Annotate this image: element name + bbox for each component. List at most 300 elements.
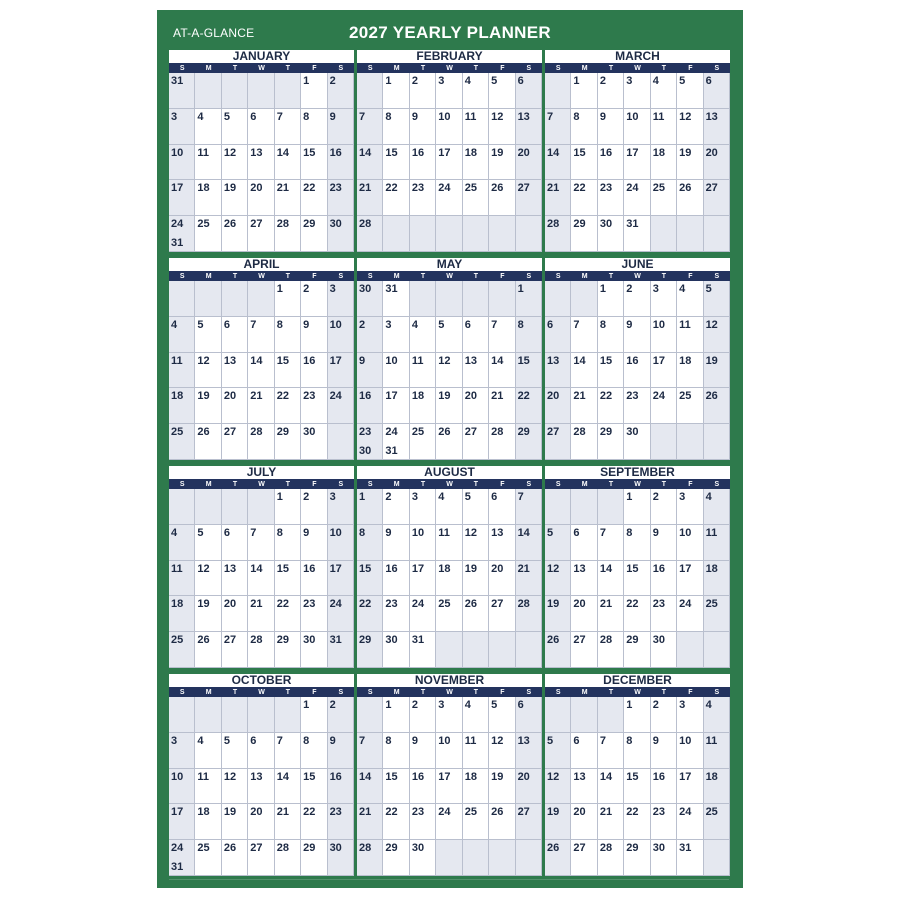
weekday-label: S (526, 65, 532, 72)
day-number: 28 (276, 842, 289, 855)
day-number: 11 (171, 562, 183, 575)
weekday-label: M (581, 481, 588, 488)
day-number: 22 (385, 806, 398, 819)
day-number: 19 (679, 146, 692, 159)
day-cell (222, 216, 248, 252)
weekday-label: W (258, 273, 265, 280)
day-cell (410, 145, 436, 181)
weekday-header (169, 64, 354, 73)
day-cell (704, 525, 730, 561)
day-cell (222, 73, 248, 109)
day-number: 29 (303, 218, 316, 231)
weekday-label: F (312, 65, 317, 72)
day-number: 7 (359, 110, 366, 123)
day-number: 9 (652, 526, 659, 539)
day-cell (383, 180, 409, 216)
day-cell (463, 180, 489, 216)
day-number: 26 (197, 634, 210, 647)
day-cell (704, 353, 730, 389)
month-name: MARCH (545, 50, 730, 64)
day-cell (248, 109, 274, 145)
day-number: 1 (385, 75, 392, 87)
day-cell (463, 596, 489, 632)
day-cell (571, 804, 597, 840)
day-cell (383, 145, 409, 181)
day-cell (651, 632, 677, 668)
day-number: 10 (171, 770, 184, 783)
day-cell (545, 109, 571, 145)
day-cell (275, 596, 301, 632)
day-number: 6 (223, 526, 230, 539)
day-cell (169, 596, 195, 632)
day-cell (624, 804, 650, 840)
weekday-label: F (312, 689, 317, 696)
day-number: 26 (705, 390, 718, 403)
weekday-label: T (420, 65, 426, 72)
day-number: 29 (276, 426, 289, 439)
day-number: 16 (359, 390, 372, 403)
day-number: 3 (385, 318, 392, 331)
day-number: 3 (626, 75, 633, 87)
day-cell (463, 840, 489, 876)
day-number: 19 (491, 770, 504, 783)
day-cell (357, 109, 383, 145)
day-cell (624, 733, 650, 769)
day-cell (301, 840, 327, 876)
day-number: 23 (652, 598, 665, 611)
day-cell (571, 353, 597, 389)
weekday-label: T (420, 689, 426, 696)
day-cell (410, 489, 436, 525)
day-grid (545, 489, 730, 668)
day-cell (410, 180, 436, 216)
day-cell (489, 769, 515, 805)
weekday-label: S (526, 481, 532, 488)
day-cell (328, 281, 354, 317)
day-cell (275, 697, 301, 733)
day-number: 24 (679, 598, 692, 611)
day-cell (248, 180, 274, 216)
day-cell (598, 489, 624, 525)
day-cell (677, 216, 703, 252)
day-number: 16 (652, 770, 665, 783)
day-number: 4 (197, 734, 204, 747)
day-number: 13 (464, 354, 477, 367)
day-number: 25 (652, 182, 665, 195)
day-cell (677, 180, 703, 216)
day-number: 3 (171, 734, 178, 747)
day-cell (571, 697, 597, 733)
day-cell (489, 281, 515, 317)
day-cell (222, 424, 248, 460)
day-cell (328, 697, 354, 733)
day-grid (545, 281, 730, 460)
day-cell (169, 525, 195, 561)
weekday-label: F (500, 65, 505, 72)
day-number: 25 (171, 426, 184, 439)
day-cell (195, 424, 221, 460)
day-cell (357, 216, 383, 252)
day-cell (275, 769, 301, 805)
weekday-label: T (661, 65, 667, 72)
day-number: 1 (303, 699, 310, 711)
day-cell (410, 317, 436, 353)
day-cell (545, 804, 571, 840)
day-cell (598, 697, 624, 733)
day-cell (677, 840, 703, 876)
weekday-label: S (338, 273, 344, 280)
day-number: 22 (626, 806, 639, 819)
weekday-label: T (285, 689, 291, 696)
day-number: 21 (599, 598, 613, 611)
day-cell (328, 840, 354, 876)
day-number: 8 (385, 110, 392, 123)
weekday-label: T (285, 65, 291, 72)
day-cell (328, 353, 354, 389)
weekday-label: S (367, 689, 373, 696)
day-cell (704, 145, 730, 181)
weekday-header (545, 688, 730, 697)
day-cell (169, 109, 195, 145)
day-number: 15 (359, 562, 372, 575)
day-number: 17 (329, 562, 342, 575)
day-number: 28 (276, 218, 289, 231)
day-cell (489, 596, 515, 632)
day-number: 21 (517, 562, 530, 575)
day-cell (624, 73, 650, 109)
day-cell (651, 281, 677, 317)
day-cell (436, 216, 462, 252)
day-cell (328, 561, 354, 597)
day-cell (651, 804, 677, 840)
day-number: 15 (276, 354, 289, 367)
day-cell (301, 489, 327, 525)
day-number: 6 (250, 110, 257, 123)
day-number: 18 (464, 146, 477, 159)
day-cell (328, 388, 354, 424)
day-cell (624, 281, 650, 317)
month-name: MAY (357, 258, 542, 272)
day-cell (651, 489, 677, 525)
day-cell (516, 561, 542, 597)
day-number: 9 (303, 526, 310, 539)
day-number: 15 (573, 146, 586, 159)
day-cell (301, 388, 327, 424)
day-cell (704, 632, 730, 668)
day-cell (463, 632, 489, 668)
day-number: 4 (171, 318, 178, 331)
day-number: 16 (411, 770, 425, 783)
day-number: 19 (705, 354, 718, 367)
day-cell (463, 388, 489, 424)
day-cell (489, 109, 515, 145)
day-number: 23 (626, 390, 639, 403)
day-number: 27 (705, 182, 718, 195)
day-cell (357, 769, 383, 805)
day-cell (248, 489, 274, 525)
weekday-label: S (179, 481, 185, 488)
day-cell (301, 317, 327, 353)
weekday-label: T (232, 273, 238, 280)
day-cell (463, 216, 489, 252)
day-number: 6 (547, 318, 554, 331)
weekday-label: M (393, 481, 400, 488)
day-cell (489, 489, 515, 525)
day-cell (328, 424, 354, 460)
day-cell (222, 317, 248, 353)
day-number: 22 (303, 182, 316, 195)
day-cell (301, 216, 327, 252)
day-number: 19 (223, 806, 237, 819)
day-cell (463, 733, 489, 769)
day-cell (677, 632, 703, 668)
day-cell (704, 596, 730, 632)
day-cell (328, 180, 354, 216)
day-number: 3 (438, 75, 445, 87)
day-number: 24 (329, 390, 342, 403)
day-cell (598, 804, 624, 840)
day-number: 22 (517, 390, 530, 403)
day-number: 8 (626, 526, 633, 539)
day-cell (624, 489, 650, 525)
day-cell (410, 596, 436, 632)
day-cell (489, 388, 515, 424)
day-cell (383, 632, 409, 668)
day-number: 7 (599, 734, 606, 747)
day-number: 28 (547, 218, 560, 231)
day-number: 21 (599, 806, 613, 819)
day-cell (545, 525, 571, 561)
day-cell (489, 317, 515, 353)
day-cell (195, 733, 221, 769)
day-number: 19 (197, 390, 210, 403)
day-cell (275, 804, 301, 840)
day-cell (677, 561, 703, 597)
day-number: 8 (626, 734, 633, 747)
day-number: 3 (329, 491, 336, 503)
day-number: 26 (491, 182, 504, 195)
day-number: 16 (411, 146, 425, 159)
day-cell (463, 424, 489, 460)
day-cell (301, 525, 327, 561)
day-cell (357, 804, 383, 840)
day-cell (704, 804, 730, 840)
day-cell (301, 73, 327, 109)
day-number: 11 (679, 318, 691, 331)
day-cell (651, 733, 677, 769)
day-cell (651, 180, 677, 216)
day-number: 30 (329, 218, 342, 231)
day-cell (677, 109, 703, 145)
day-number: 16 (652, 562, 665, 575)
day-cell (489, 353, 515, 389)
day-cell (624, 388, 650, 424)
day-number: 28 (250, 634, 263, 647)
day-number: 21 (573, 390, 586, 403)
day-cell (248, 596, 274, 632)
day-cell (545, 424, 571, 460)
day-cell (357, 424, 383, 460)
day-number: 11 (652, 110, 665, 123)
day-cell (169, 632, 195, 668)
day-cell (598, 840, 624, 876)
day-cell (436, 632, 462, 668)
day-cell (222, 596, 248, 632)
day-number: 28 (517, 598, 530, 611)
day-cell (328, 145, 354, 181)
day-number: 24 (411, 598, 425, 611)
day-number: 13 (705, 110, 718, 123)
day-number: 20 (517, 770, 530, 783)
day-number: 2 (303, 283, 310, 295)
day-number: 31 (679, 842, 692, 855)
day-cell (489, 216, 515, 252)
weekday-header (169, 480, 354, 489)
day-number: 14 (276, 770, 289, 783)
day-number: 25 (464, 806, 477, 819)
weekday-header (545, 480, 730, 489)
day-cell (516, 145, 542, 181)
day-number: 15 (385, 770, 398, 783)
day-cell (545, 561, 571, 597)
day-number: 27 (517, 806, 530, 819)
day-number: 23 (411, 182, 425, 195)
day-cell (195, 281, 221, 317)
day-number: 5 (547, 526, 554, 539)
yearly-planner (157, 10, 743, 888)
day-number: 24 (438, 182, 451, 195)
day-number: 12 (197, 562, 210, 575)
day-cell (677, 596, 703, 632)
day-cell (275, 73, 301, 109)
day-cell (704, 180, 730, 216)
day-cell (383, 596, 409, 632)
day-number: 25 (197, 842, 210, 855)
day-number: 2 (385, 491, 392, 503)
day-cell (598, 596, 624, 632)
day-number: 10 (171, 146, 184, 159)
weekday-header (357, 688, 542, 697)
weekday-label: S (367, 65, 373, 72)
day-cell (436, 697, 462, 733)
day-cell (301, 281, 327, 317)
day-cell (410, 73, 436, 109)
day-cell (410, 388, 436, 424)
day-number: 6 (464, 318, 471, 331)
day-cell (275, 733, 301, 769)
day-number: 13 (250, 770, 263, 783)
day-number: 29 (359, 634, 372, 647)
day-number: 19 (464, 562, 477, 575)
day-number: 26 (197, 426, 210, 439)
day-cell (598, 769, 624, 805)
day-number: 22 (599, 390, 613, 403)
day-number: 30 (359, 283, 372, 295)
day-number: 2 (329, 699, 336, 711)
day-number: 24 (652, 390, 665, 403)
weekday-label: T (420, 481, 426, 488)
day-cell (463, 525, 489, 561)
day-cell (571, 216, 597, 252)
day-number: 5 (197, 318, 204, 331)
day-cell (704, 561, 730, 597)
day-cell (463, 804, 489, 840)
day-number: 14 (517, 526, 530, 539)
day-number: 3 (329, 283, 336, 295)
day-number: 8 (385, 734, 392, 747)
weekday-label: T (285, 481, 291, 488)
day-number: 11 (411, 354, 424, 367)
day-cell (301, 697, 327, 733)
weekday-label: S (714, 689, 720, 696)
day-cell (463, 561, 489, 597)
day-cell (598, 388, 624, 424)
day-number: 16 (329, 770, 342, 783)
day-cell (357, 281, 383, 317)
day-cell (222, 180, 248, 216)
day-number: 15 (517, 354, 530, 367)
day-cell (624, 769, 650, 805)
weekday-label: W (258, 689, 265, 696)
day-cell (463, 697, 489, 733)
day-cell (169, 424, 195, 460)
day-number: 23 (359, 426, 372, 439)
day-cell (463, 109, 489, 145)
weekday-label: S (179, 689, 185, 696)
weekday-label: M (205, 65, 212, 72)
day-number: 26 (223, 218, 237, 231)
day-cell (195, 804, 221, 840)
day-cell (169, 73, 195, 109)
day-cell (704, 281, 730, 317)
day-number: 8 (303, 734, 310, 747)
day-number: 19 (547, 598, 560, 611)
day-cell (383, 840, 409, 876)
day-number: 20 (573, 598, 586, 611)
day-number: 29 (303, 842, 316, 855)
weekday-label: F (500, 273, 505, 280)
day-cell (195, 216, 221, 252)
day-cell (301, 180, 327, 216)
day-cell (195, 596, 221, 632)
day-cell (545, 216, 571, 252)
weekday-label: T (232, 481, 238, 488)
day-cell (516, 180, 542, 216)
day-cell (571, 388, 597, 424)
weekday-label: T (608, 481, 614, 488)
weekday-label: T (661, 273, 667, 280)
day-number: 30 (385, 634, 398, 647)
day-number: 8 (517, 318, 524, 331)
day-number: 31 (411, 634, 425, 647)
weekday-label: M (205, 273, 212, 280)
day-number: 10 (385, 354, 398, 367)
day-number: 18 (171, 598, 184, 611)
day-cell (651, 697, 677, 733)
day-number: 27 (223, 634, 237, 647)
day-cell (677, 145, 703, 181)
day-number: 25 (171, 634, 184, 647)
day-cell (651, 840, 677, 876)
day-cell (489, 561, 515, 597)
day-number: 19 (491, 146, 504, 159)
day-number: 1 (517, 283, 524, 295)
weekday-label: F (688, 273, 693, 280)
day-number: 23 (411, 806, 425, 819)
day-number: 23 (329, 182, 342, 195)
day-cell (222, 353, 248, 389)
day-number: 30 (303, 634, 316, 647)
